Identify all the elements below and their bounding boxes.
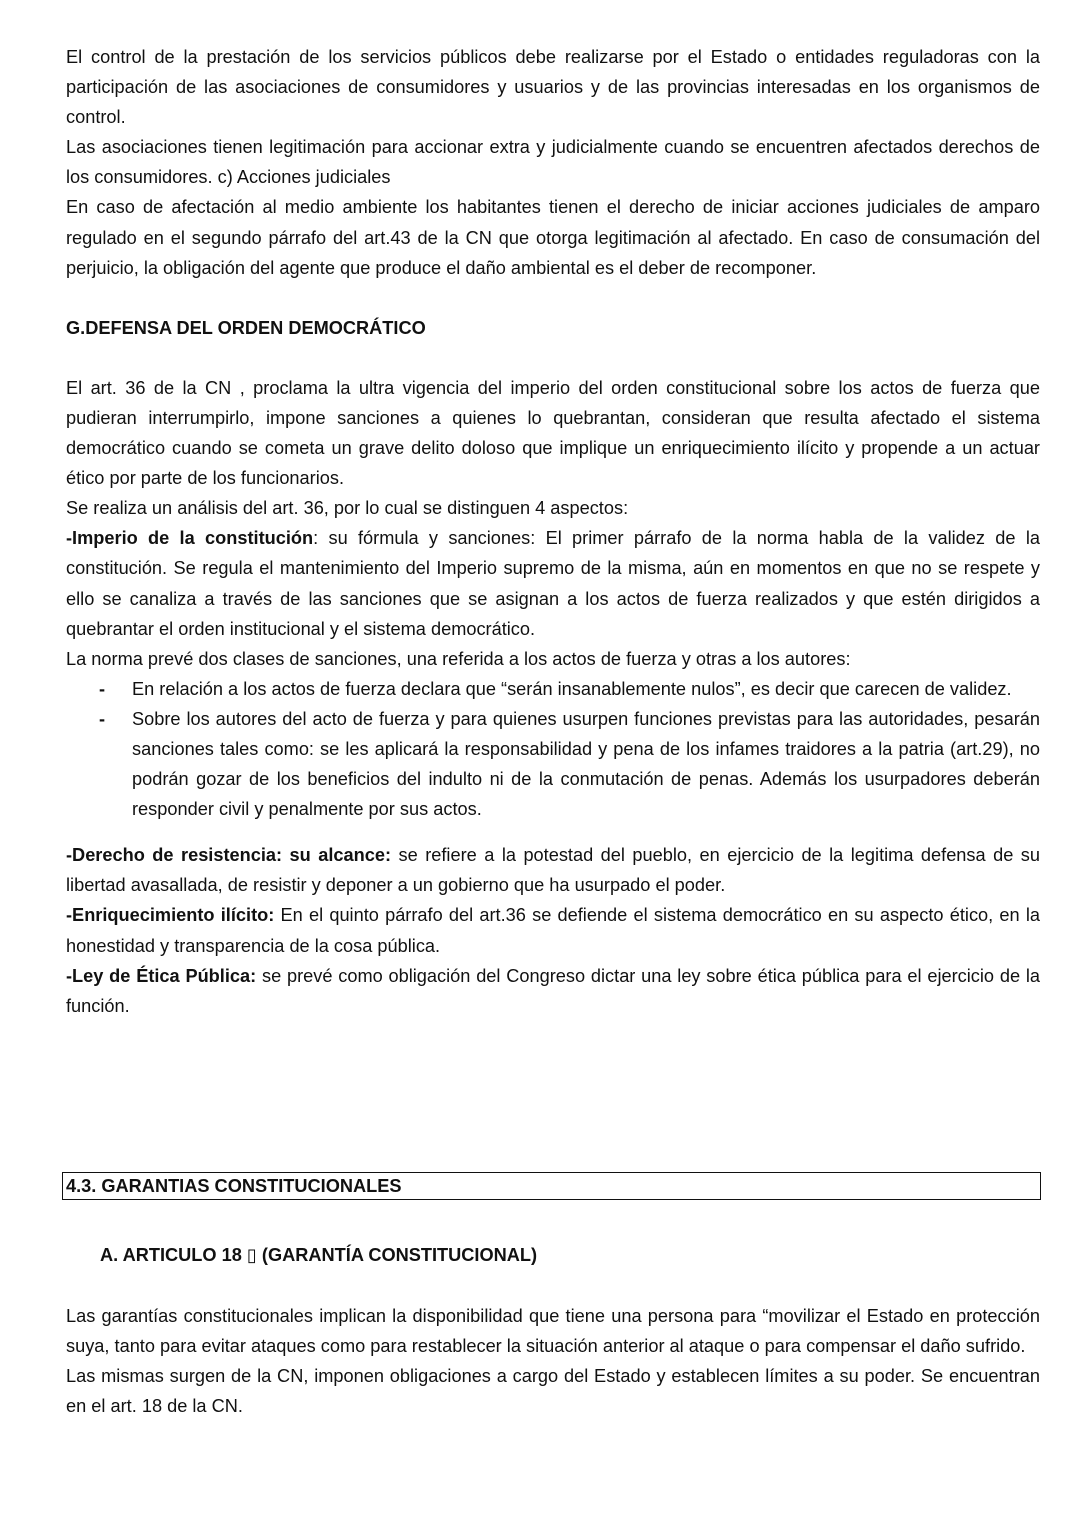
intro-paragraph-1: El control de la prestación de los servicios públicos debe realizarse por el Estado o entidades reguladoras con la participación de las asociaciones de consumidores y usuarios y de las provincias interesadas en los organismos de control. [66,47,1040,128]
section-g-paragraph-3: La norma prevé dos clases de sanciones, una referida a los actos de fuerza y otras a los autores: [66,648,851,669]
list-item [66,674,1040,704]
garantias-paragraph-1: Las garantías constitucionales implican la disponibilidad que tiene una persona para “movilizar el Estado en protección suya, tanto para evitar ataques como para restablecer la situación anterior al ataque o para compensar el daño sufrido. [66,1306,1040,1357]
imperio-label: -Imperio de la constitución [66,528,314,549]
section-4-3-body [66,1301,1040,1421]
intro-paragraph-2: Las asociaciones tienen legitimación para accionar extra y judicialmente cuando se encuentren afectados derechos de los consumidores. c) Acciones judiciales [66,137,1040,188]
article-18-heading: A. ARTICULO 18 ▯ (GARANTÍA CONSTITUCIONAL) [100,1245,538,1265]
bullet-dash: - [99,678,106,699]
resistencia-label: -Derecho de resistencia: su alcance: [66,845,392,866]
section-g-paragraph-1: El art. 36 de la CN , proclama la ultra vigencia del imperio del orden constitucional sobre los actos de fuerza que pudieran interrumpirlo, impone sanciones a quienes lo quebrantan, consideran que resulta afectado el sistema democrático cuando se cometa un grave delito doloso que implique un enriquecimiento ilícito y propende a un actuar ético por parte de los funcionarios. [66,377,1040,489]
enriquecimiento-text: En el quinto párrafo del art.36 se defiende el sistema democrático en su aspecto ético, en la honestidad y transparencia de la cosa pública. [66,905,1040,956]
list-item [66,704,1040,824]
etica-paragraph [66,961,1040,1021]
etica-label: -Ley de Ética Pública: [66,965,257,986]
enriquecimiento-paragraph [66,900,1040,960]
imperio-paragraph [66,523,1040,643]
section-g-heading: G.DEFENSA DEL ORDEN DEMOCRÁTICO [66,317,426,338]
section-4-3-heading: 4.3. GARANTIAS CONSTITUCIONALES [62,1172,1041,1200]
bullet-dash: - [99,708,106,729]
document-body [66,42,1040,1021]
section-g-paragraph-2: Se realiza un análisis del art. 36, por lo cual se distinguen 4 aspectos: [66,498,629,519]
sanctions-list [66,674,1040,824]
etica-text: se prevé como obligación del Congreso dictar una ley sobre ética pública para el ejercicio de la función. [66,965,1040,1016]
list-item-text: En relación a los actos de fuerza declara que “serán insanablemente nulos”, es decir que carecen de validez. [132,678,1012,699]
imperio-text: : su fórmula y sanciones: El primer párrafo de la norma habla de la validez de la constitución. Se regula el mantenimiento del Imperio supremo de la misma, aún en momentos en que no se respete y ello se canaliza a través de las sanciones que se asignan a los actos de fuerza realizados y que estén dirigidos a quebrantar el orden institucional y el sistema democrático. [66,528,1040,639]
enriquecimiento-label: -Enriquecimiento ilícito: [66,905,275,926]
garantias-paragraph-2: Las mismas surgen de la CN, imponen obligaciones a cargo del Estado y establecen límites a su poder. Se encuentran en el art. 18 de la CN. [66,1366,1040,1417]
resistencia-text: se refiere a la potestad del pueblo, en ejercicio de la legitima defensa de su libertad avasallada, de resistir y deponer a un gobierno que ha usurpado el poder. [66,845,1041,896]
resistencia-paragraph [66,840,1040,900]
intro-paragraph-3: En caso de afectación al medio ambiente los habitantes tienen el derecho de iniciar acciones judiciales de amparo regulado en el segundo párrafo del art.43 de la CN que otorga legitimación al afectado. En caso de consumación del perjuicio, la obligación del agente que produce el daño ambiental es el deber de recomponer. [66,197,1040,278]
list-item-text: Sobre los autores del acto de fuerza y para quienes usurpen funciones previstas para las autoridades, pesarán sanciones tales como: se les aplicará la responsabilidad y pena de los infames traidores a la patria (art.29), no podrán gozar de los beneficios del indulto ni de la conmutación de penas. Además los usurpadores deberán responder civil y penalmente por sus actos. [132,708,1040,820]
